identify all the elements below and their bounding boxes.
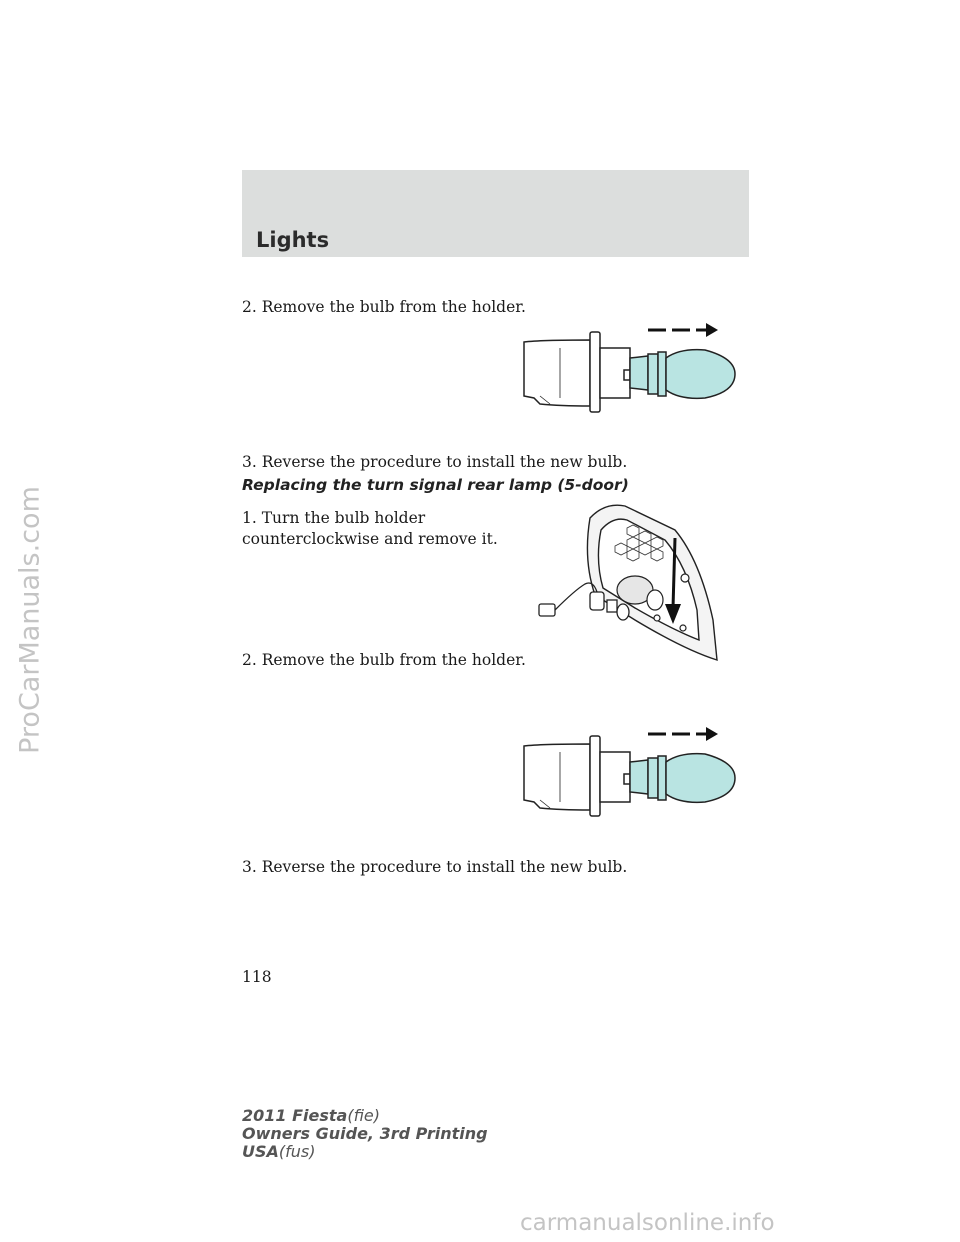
footer-market-code: (fus) [278,1142,316,1161]
footer-model-line [242,1107,488,1125]
bulb [630,754,735,803]
lamp-housing [587,505,717,660]
step-remove-bulb-2: 2. Remove the bulb from the holder. [242,651,526,669]
section-header-band [242,170,749,257]
step-reverse-1: 3. Reverse the procedure to install the new bulb. [242,453,628,471]
bulb-removal-illustration-1 [520,318,740,418]
bulb [630,350,735,399]
bulb-removal-illustration-2 [520,722,740,822]
footer-market-line [242,1143,488,1161]
section-title: Lights [256,228,330,252]
bottom-watermark: carmanualsonline.info [520,1210,775,1236]
bulb-holder [524,736,630,816]
bulb-holder [524,332,630,412]
footer-guide: Owners Guide, 3rd Printing [242,1124,488,1143]
footer [242,1107,488,1161]
footer-market: USA [242,1142,279,1161]
subheading-turn-signal: Replacing the turn signal rear lamp (5-door) [242,476,629,494]
step-reverse-2: 3. Reverse the procedure to install the new bulb. [242,858,628,876]
side-watermark-text: ProCarManuals.com [14,486,46,754]
direction-arrow [648,323,718,337]
side-watermark [0,0,60,1242]
page-number: 118 [242,968,272,986]
footer-model-code: (fie) [347,1106,381,1125]
step-turn-holder-line2: counterclockwise and remove it. [242,530,498,548]
step-turn-holder-line1: 1. Turn the bulb holder [242,509,426,527]
footer-model: 2011 Fiesta [242,1106,348,1125]
direction-arrow [648,727,718,741]
rear-lamp-assembly-illustration [535,500,720,665]
step-remove-bulb-1: 2. Remove the bulb from the holder. [242,298,526,316]
